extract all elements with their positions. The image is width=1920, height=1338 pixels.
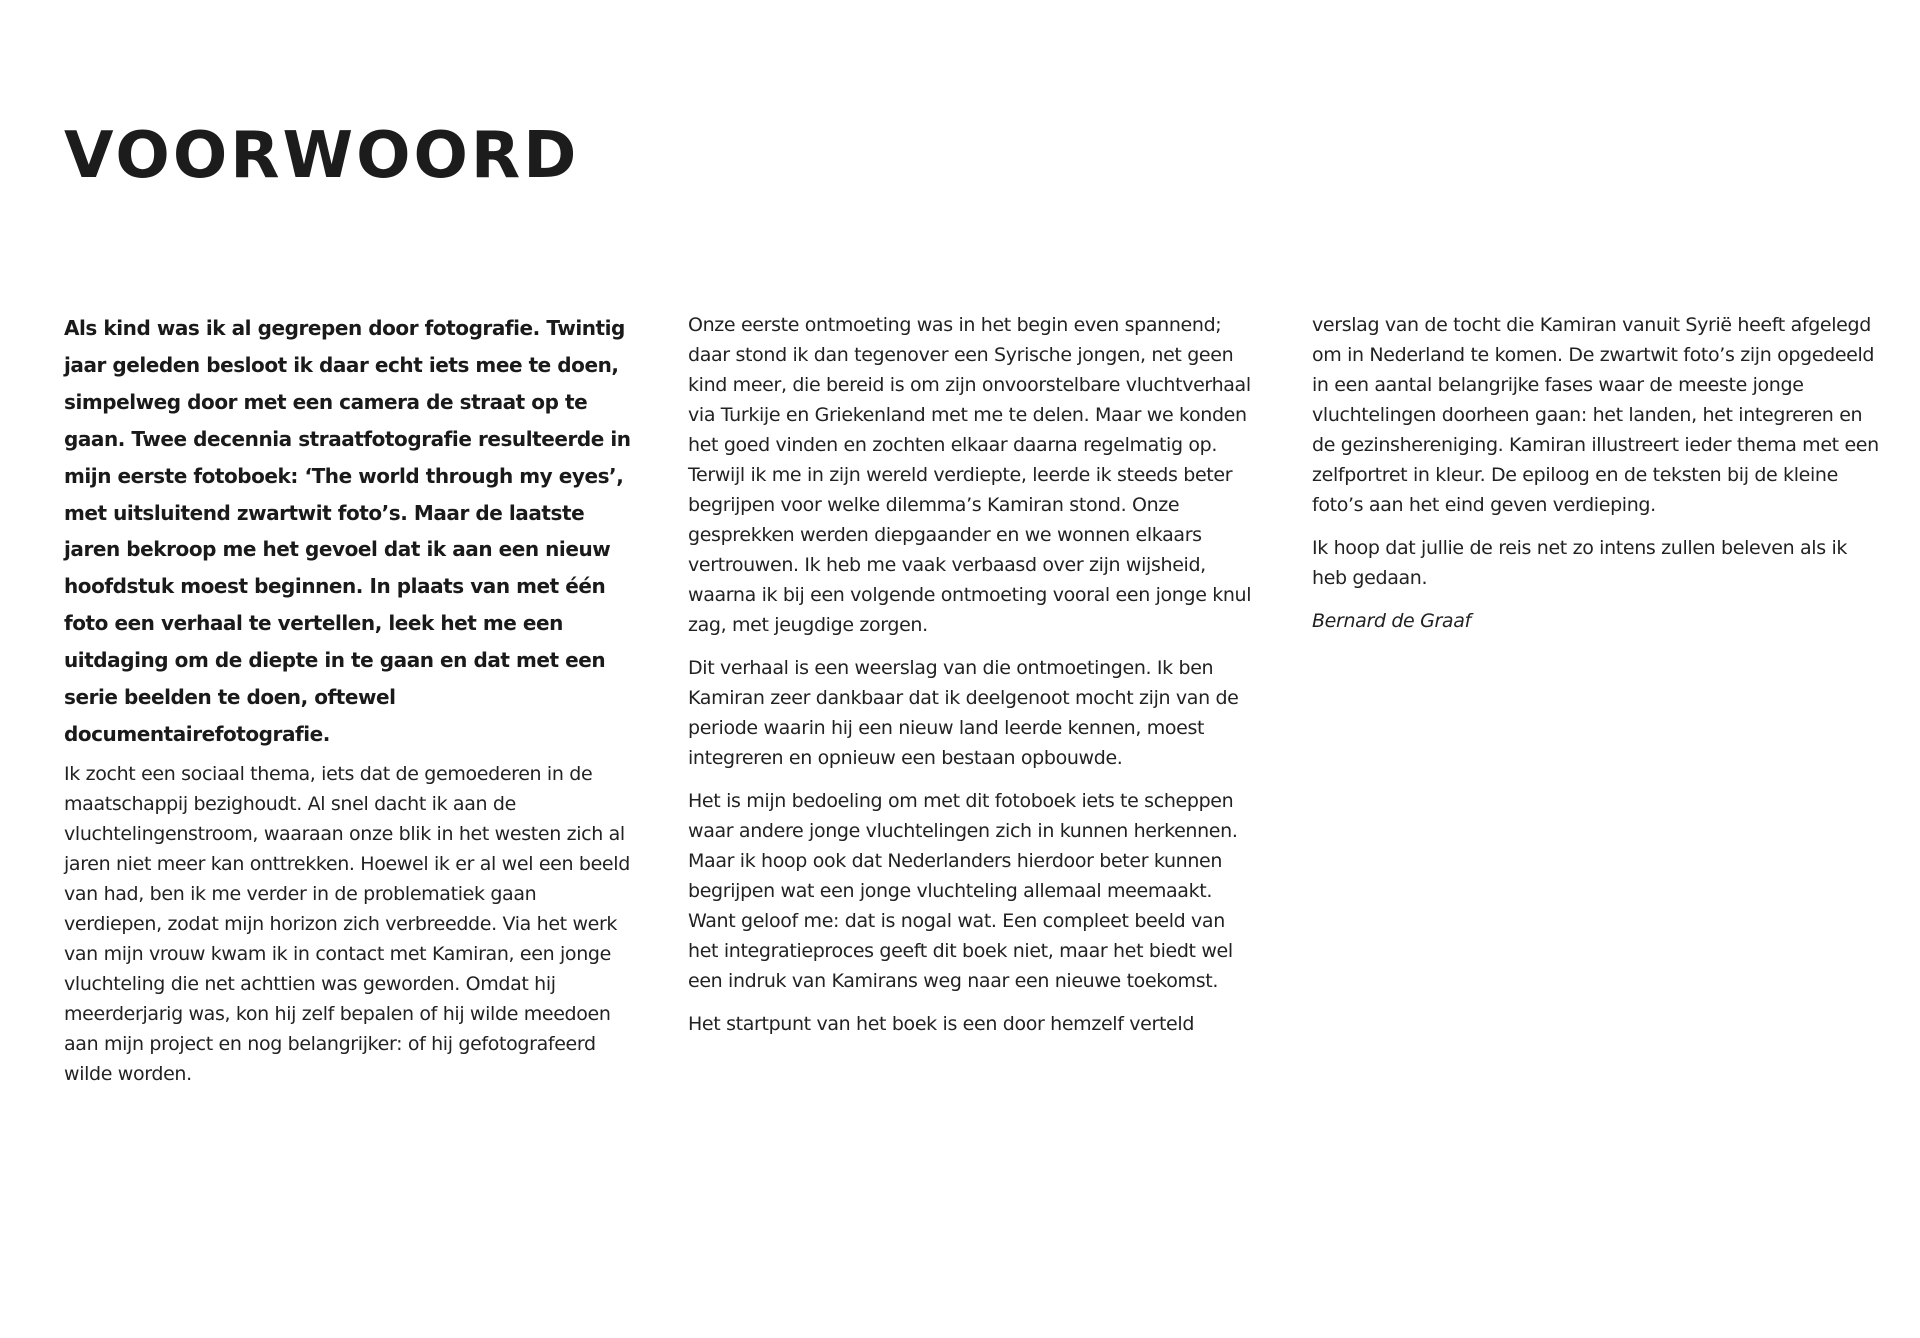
body-paragraph: Ik zocht een sociaal thema, iets dat de gemoederen in de maatschappij bezighoudt. Al snel dacht ik aan de vluchtelingenstroom, waaraan onze blik in het westen zich al jaren niet meer kan onttrekken. Hoewel ik er al wel een beeld van had, ben ik me verder in de problematiek gaan verdiepen, zodat mijn horizon zich verbreedde. Via het werk van mijn vrouw kwam ik in contact met Kamiran, een jonge vluchteling die net achttien was geworden. Omdat hij meerderjarig was, kon hij zelf bepalen of hij wilde meedoen aan mijn project en nog belangrijker: of hij gefotografeerd wilde worden. [64, 762, 630, 1085]
text-column-3 [1312, 310, 1882, 649]
author-signature: Bernard de Graaf [1312, 610, 1471, 632]
body-paragraph: Het startpunt van het boek is een door hemzelf verteld [688, 1013, 1195, 1035]
page-title: VOORWOORD [64, 119, 580, 193]
body-paragraph: verslag van de tocht die Kamiran vanuit Syrië heeft afgelegd om in Nederland te komen. De zwartwit foto’s zijn opgedeeld in een aantal belangrijke fases waar de meeste jonge vluchtelingen doorheen gaan: het landen, het integreren en de gezinshereniging. Kamiran illustreert ieder thema met een zelfportret in kleur. De epiloog en de teksten bij de kleine foto’s aan het eind geven verdieping. [1312, 314, 1879, 516]
lead-paragraph: Als kind was ik al gegrepen door fotografie. Twintig jaar geleden besloot ik daar echt iets mee te doen, simpelweg door met een camera de straat op te gaan. Twee decennia straatfotografie resulteerde in mijn eerste fotoboek: ‘The world through my eyes’, met uitsluitend zwartwit foto’s. Maar de laatste jaren bekroop me het gevoel dat ik aan een nieuw hoofdstuk moest beginnen. In plaats van met één foto een verhaal te vertellen, leek het me een uitdaging om de diepte in te gaan en dat met een serie beelden te doen, oftewel documentairefotografie. [64, 316, 631, 746]
text-column-1 [64, 310, 634, 1102]
body-paragraph: Het is mijn bedoeling om met dit fotoboek iets te scheppen waar andere jonge vluchtelingen zich in kunnen herkennen. Maar ik hoop ook dat Nederlanders hierdoor beter kunnen begrijpen wat een jonge vluchteling allemaal meemaakt. Want geloof me: dat is nogal wat. Een compleet beeld van het integratieproces geeft dit boek niet, maar het biedt wel een indruk van Kamirans weg naar een nieuwe toekomst. [688, 790, 1238, 992]
body-paragraph: Ik hoop dat jullie de reis net zo intens zullen beleven als ik heb gedaan. [1312, 537, 1848, 589]
text-column-2 [688, 310, 1258, 1052]
body-paragraph: Dit verhaal is een weerslag van die ontmoetingen. Ik ben Kamiran zeer dankbaar dat ik deelgenoot mocht zijn van de periode waarin hij een nieuw land leerde kennen, moest integreren en opnieuw een bestaan opbouwde. [688, 657, 1239, 769]
body-paragraph: Onze eerste ontmoeting was in het begin even spannend; daar stond ik dan tegenover een Syrische jongen, net geen kind meer, die bereid is om zijn onvoorstelbare vluchtverhaal via Turkije en Griekenland met me te delen. Maar we konden het goed vinden en zochten elkaar daarna regelmatig op. Terwijl ik me in zijn wereld verdiepte, leerde ik steeds beter begrijpen voor welke dilemma’s Kamiran stond. Onze gesprekken werden diepgaander en we wonnen elkaars vertrouwen. Ik heb me vaak verbaasd over zijn wijsheid, waarna ik bij een volgende ontmoeting vooral een jonge knul zag, met jeugdige zorgen. [688, 314, 1252, 636]
